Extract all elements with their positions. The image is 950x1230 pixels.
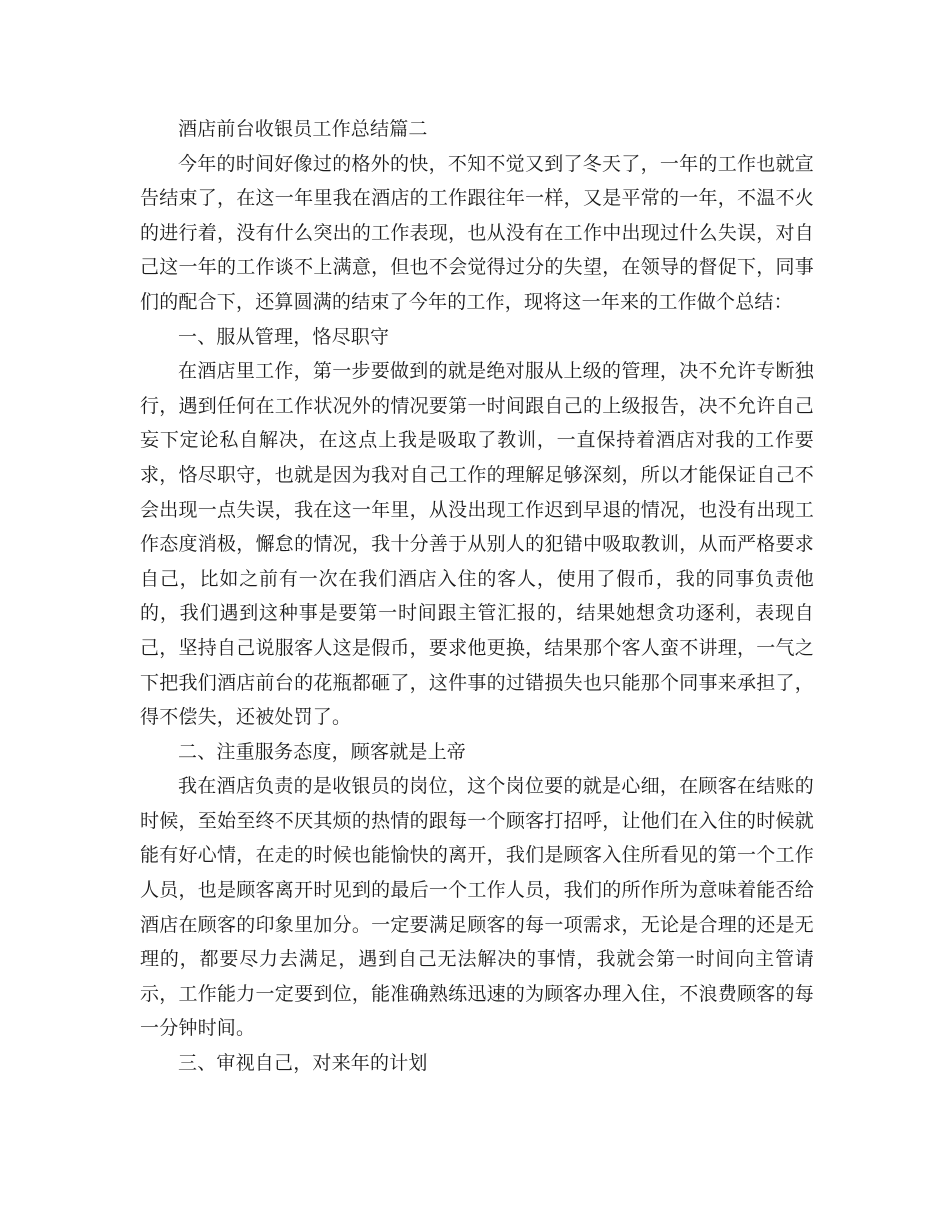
intro-paragraph: 今年的时间好像过的格外的快，不知不觉又到了冬天了，一年的工作也就宣告结束了，在这一年里我在酒店的工作跟往年一样，又是平常的一年，不温不火的进行着，没有什么突出的工作表现，也从没有在工作中出现过什么失误，对自己这一年的工作谈不上满意，但也不会觉得过分的失望，在领导的督促下，同事们的配合下，还算圆满的结束了今年的工作，现将这一年来的工作做个总结：: [140, 152, 814, 313]
section-heading-1: 一、服从管理，恪尽职守: [178, 325, 390, 348]
section-paragraph-1: 在酒店里工作，第一步要做到的就是绝对服从上级的管理，决不允许专断独行，遇到任何在工作状况外的情况要第一时间跟自己的上级报告，决不允许自己妄下定论私自解决，在这点上我是吸取了教训，一直保持着酒店对我的工作要求，恪尽职守，也就是因为我对自己工作的理解足够深刻，所以才能保证自己不会出现一点失误，我在这一年里，从没出现工作迟到早退的情况，也没有出现工作态度消极，懈怠的情况，我十分善于从别人的犯错中吸取教训，从而严格要求自己，比如之前有一次在我们酒店入住的客人，使用了假币，我的同事负责他的，我们遇到这种事是要第一时间跟主管汇报的，结果她想贪功逐利，表现自己，坚持自己说服客人这是假币，要求他更换，结果那个客人蛮不讲理，一气之下把我们酒店前台的花瓶都砸了，这件事的过错损失也只能那个同事来承担了，得不偿失，还被处罚了。: [140, 360, 814, 729]
section-heading-2: 二、注重服务态度，顾客就是上帝: [178, 740, 467, 763]
section-paragraph-2: 我在酒店负责的是收银员的岗位，这个岗位要的就是心细，在顾客在结账的时候，至始至终不厌其烦的热情的跟每一个顾客打招呼，让他们在入住的时候就能有好心情，在走的时候也能愉快的离开，我们是顾客入住所看见的第一个工作人员，也是顾客离开时见到的最后一个工作人员，我们的所作所为意味着能否给酒店在顾客的印象里加分。一定要满足顾客的每一项需求，无论是合理的还是无理的，都要尽力去满足，遇到自己无法解决的事情，我就会第一时间向主管请示，工作能力一定要到位，能准确熟练迅速的为顾客办理入住，不浪费顾客的每一分钟时间。: [140, 775, 814, 1040]
document-body: [140, 112, 814, 1081]
document-title: 酒店前台收银员工作总结篇二: [178, 118, 428, 140]
section-heading-3: 三、审视自己，对来年的计划: [178, 1052, 428, 1075]
